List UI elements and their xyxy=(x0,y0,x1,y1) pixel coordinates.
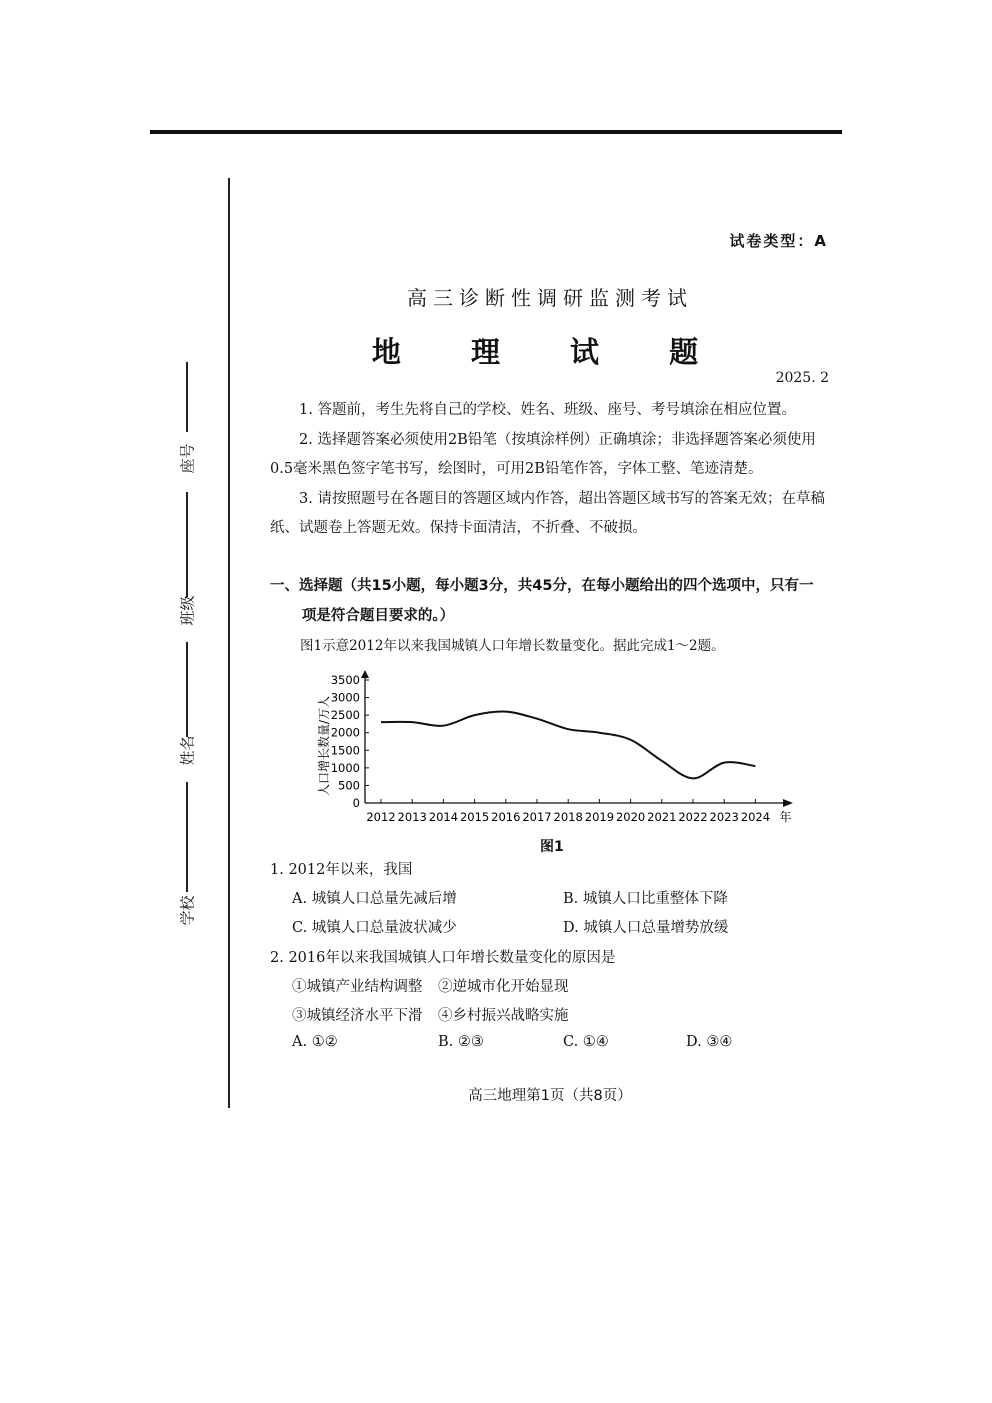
x-axis-arrow xyxy=(783,799,793,807)
name-label: 姓名 xyxy=(178,735,197,766)
figure-intro: 图1示意2012年以来我国城镇人口年增长数量变化。据此完成1～2题。 xyxy=(300,638,725,654)
y-axis-arrow xyxy=(361,670,369,678)
y-tick-label: 2000 xyxy=(330,725,360,740)
question-2-option-c[interactable]: C. ①④ xyxy=(563,1034,609,1050)
x-tick-label: 2024 xyxy=(740,810,771,824)
section-heading-line1: 一、选择题（共15小题，每小题3分，共45分，在每小题给出的四个选项中，只有一 xyxy=(270,578,814,594)
exam-date: 2025. 2 xyxy=(775,370,829,386)
class-label: 班级 xyxy=(178,595,197,626)
instruction-2: 2. 选择题答案必须使用2B铅笔（按填涂样例）正确填涂；非选择题答案必须使用0.5毫米黑色签字笔书写，绘图时，可用2B铅笔作答，字体工整、笔迹清楚。 xyxy=(270,431,816,477)
instructions xyxy=(270,396,830,544)
x-tick-label: 2014 xyxy=(428,810,459,824)
question-2-option-d[interactable]: D. ③④ xyxy=(686,1034,733,1050)
y-axis-label: 人口增长数量/万人 xyxy=(317,695,331,797)
school-underline[interactable] xyxy=(186,782,188,892)
x-axis-unit: 年 xyxy=(779,810,792,824)
question-1-stem: 1. 2012年以来，我国 xyxy=(270,862,413,878)
binding-line xyxy=(228,178,230,1108)
x-tick-label: 2022 xyxy=(678,810,708,824)
school-label: 学校 xyxy=(178,895,197,926)
x-tick-label: 2012 xyxy=(366,810,396,824)
x-tick-label: 2018 xyxy=(553,810,583,824)
x-tick-label: 2016 xyxy=(491,810,521,824)
population-growth-chart xyxy=(310,668,800,828)
name-underline[interactable] xyxy=(186,642,188,737)
question-1-option-b[interactable]: B. 城镇人口比重整体下降 xyxy=(563,891,728,907)
question-2-option-b[interactable]: B. ②③ xyxy=(438,1034,484,1050)
class-underline[interactable] xyxy=(186,492,188,597)
y-tick-label: 1500 xyxy=(330,743,360,758)
x-tick-label: 2015 xyxy=(459,810,490,824)
x-tick-label: 2017 xyxy=(522,810,552,824)
question-1-option-c[interactable]: C. 城镇人口总量波状减少 xyxy=(292,920,457,936)
figure-caption: 图1 xyxy=(540,839,564,855)
binding-strip xyxy=(150,362,210,937)
y-tick-label: 3500 xyxy=(330,673,360,687)
series-line xyxy=(381,712,755,779)
question-2-item-4: ④乡村振兴战略实施 xyxy=(438,1008,569,1024)
question-1-option-a[interactable]: A. 城镇人口总量先减后增 xyxy=(292,891,457,907)
seat-label: 座号 xyxy=(178,443,197,474)
section-heading xyxy=(270,572,835,631)
section-heading-line2: 项是符合题目要求的。） xyxy=(301,607,455,624)
y-tick-label: 1000 xyxy=(330,760,360,775)
question-2-item-1: ①城镇产业结构调整 xyxy=(292,979,423,995)
page-footer: 高三地理第1页（共8页） xyxy=(468,1088,632,1104)
seat-underline[interactable] xyxy=(186,362,188,432)
instruction-3: 3. 请按照题号在各题目的答题区域内作答，超出答题区域书写的答案无效；在草稿纸、试题卷上答题无效。保持卡面清洁，不折叠、不破损。 xyxy=(270,490,825,536)
x-tick-label: 2023 xyxy=(709,810,739,824)
y-tick-label: 3000 xyxy=(330,690,360,705)
instruction-1: 1. 答题前，考生先将自己的学校、姓名、班级、座号、考号填涂在相应位置。 xyxy=(299,402,796,418)
paper-type: 试卷类型：A xyxy=(729,232,828,250)
top-rule xyxy=(150,130,842,134)
question-2-option-a[interactable]: A. ①② xyxy=(292,1034,338,1050)
y-tick-label: 0 xyxy=(352,796,360,810)
question-2-item-3: ③城镇经济水平下滑 xyxy=(292,1008,423,1024)
question-2-item-2: ②逆城市化开始显现 xyxy=(438,979,569,995)
x-tick-label: 2021 xyxy=(647,810,677,824)
subject-title: 地 理 试 题 xyxy=(371,335,729,369)
x-tick-label: 2020 xyxy=(615,810,646,824)
x-tick-label: 2019 xyxy=(584,810,615,824)
y-tick-label: 500 xyxy=(338,778,360,793)
question-1-option-d[interactable]: D. 城镇人口总量增势放缓 xyxy=(563,920,729,936)
question-2-stem: 2. 2016年以来我国城镇人口年增长数量变化的原因是 xyxy=(270,950,616,966)
exam-title: 高三诊断性调研监测考试 xyxy=(407,286,693,310)
x-tick-label: 2013 xyxy=(397,810,427,824)
y-tick-label: 2500 xyxy=(330,708,360,723)
